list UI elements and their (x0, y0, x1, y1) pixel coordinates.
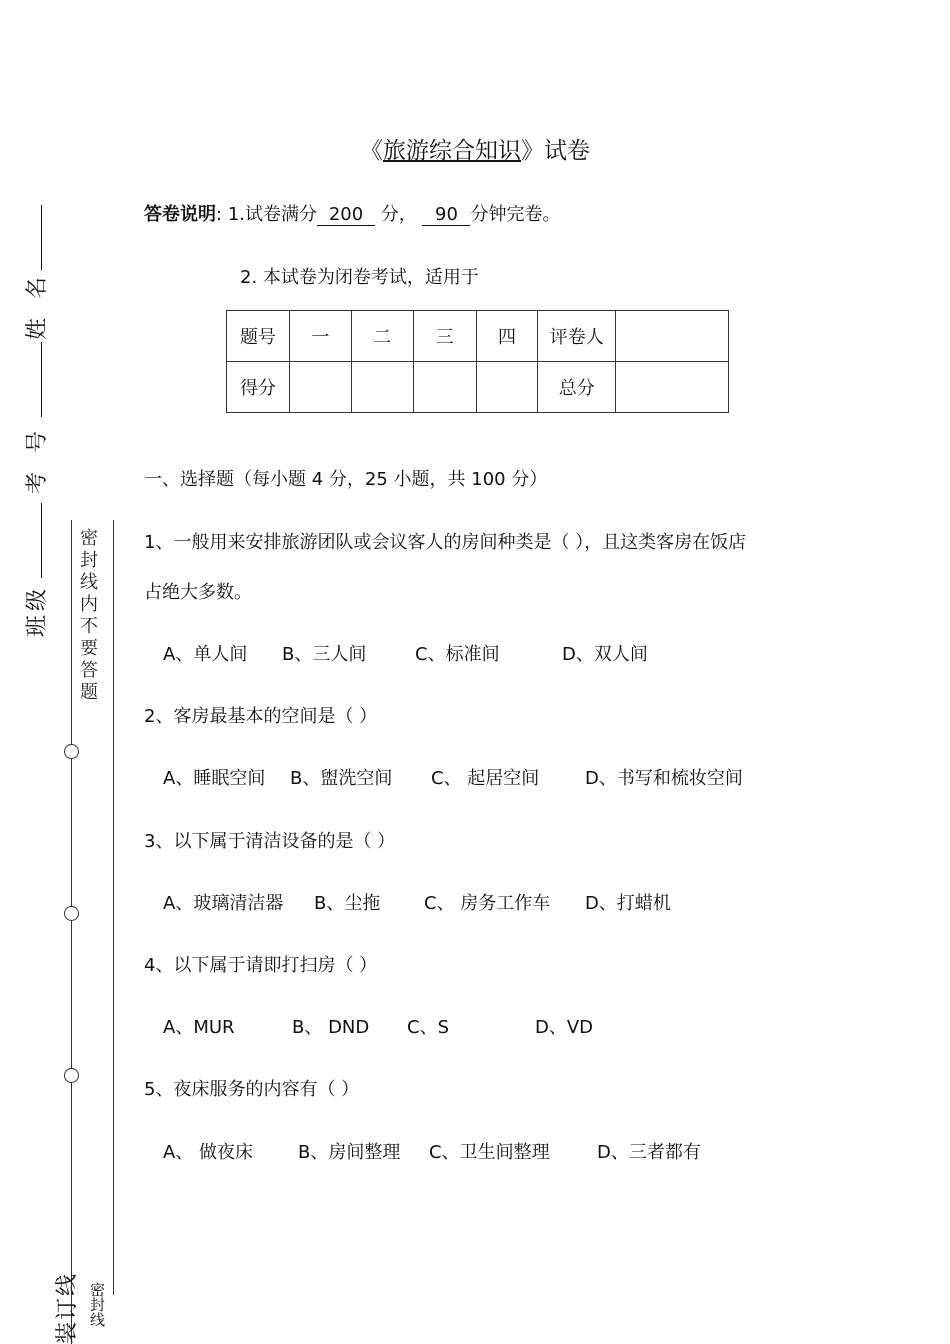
binding-hole-circle (64, 1068, 79, 1083)
cell-part-2: 二 (351, 311, 413, 362)
title-prefix: 《 (360, 138, 383, 164)
binding-label: 装订线 (55, 1271, 80, 1344)
q2-option-a[interactable]: A、睡眠空间 (163, 768, 266, 789)
q5-option-d[interactable]: D、三者都有 (597, 1142, 701, 1163)
instructions-line-2: 2. 本试卷为闭卷考试，适用于 (240, 267, 479, 288)
instr-text-c: 分钟完卷。 (470, 204, 561, 225)
cell-total-blank[interactable] (616, 362, 729, 413)
q5-option-a[interactable]: A、 做夜床 (163, 1142, 254, 1163)
q1-option-c[interactable]: C、标准间 (415, 644, 500, 665)
instructions-colon: : (216, 204, 223, 225)
binding-hole-circle (64, 906, 79, 921)
q3-option-c[interactable]: C、 房务工作车 (424, 893, 551, 914)
instr-text-b: 分， (380, 204, 417, 225)
question-1-stem-cont: 占绝大多数。 (144, 582, 252, 603)
q1-option-d[interactable]: D、双人间 (562, 644, 648, 665)
q4-option-b[interactable]: B、 DND (292, 1017, 370, 1038)
cell-part-1: 一 (289, 311, 351, 362)
score-table-score-row (227, 362, 729, 413)
question-2-stem: 2、客房最基本的空间是（ ） (144, 706, 378, 727)
cell-part-4: 四 (476, 311, 538, 362)
cell-score-4[interactable] (476, 362, 538, 413)
q3-option-d[interactable]: D、打蜡机 (585, 893, 671, 914)
seal-label: 密封线 (88, 1282, 106, 1327)
q2-option-b[interactable]: B、盥洗空间 (290, 768, 393, 789)
q4-option-a[interactable]: A、MUR (163, 1017, 235, 1038)
cell-score-2[interactable] (351, 362, 413, 413)
q1-option-a[interactable]: A、单人间 (163, 644, 248, 665)
question-3-stem: 3、以下属于清洁设备的是（ ） (144, 831, 396, 852)
binding-hole-circle (64, 744, 79, 759)
cell-question-no-label: 题号 (227, 311, 290, 362)
cell-grader-blank[interactable] (616, 311, 729, 362)
course-name: 旅游综合知识 (383, 138, 521, 164)
question-5-stem: 5、夜床服务的内容有（ ） (144, 1079, 360, 1100)
q3-option-a[interactable]: A、玻璃清洁器 (163, 893, 284, 914)
section-heading: 一、选择题（每小题 4 分，25 小题，共 100 分） (144, 469, 548, 490)
class-blank-line[interactable] (41, 503, 42, 578)
score-table (226, 310, 729, 413)
q4-option-c[interactable]: C、S (407, 1017, 449, 1038)
instructions-line-1 (144, 200, 560, 226)
q1-option-b[interactable]: B、三人间 (282, 644, 367, 665)
q2-option-c[interactable]: C、 起居空间 (431, 768, 540, 789)
question-1-stem: 1、一般用来安排旅游团队或会议客人的房间种类是（ ），且这类客房在饭店 (144, 532, 747, 553)
q3-option-b[interactable]: B、尘拖 (314, 893, 381, 914)
full-score-value: 200 (317, 204, 375, 226)
cell-grader-label: 评卷人 (538, 311, 616, 362)
cell-score-label: 得分 (227, 362, 290, 413)
q5-option-b[interactable]: B、房间整理 (298, 1142, 401, 1163)
score-table-header-row (227, 311, 729, 362)
question-4-stem: 4、以下属于请即打扫房（ ） (144, 955, 378, 976)
instructions-label: 答卷说明 (144, 204, 216, 225)
exam-no-blank-line[interactable] (41, 342, 42, 417)
cell-score-3[interactable] (413, 362, 476, 413)
q5-option-c[interactable]: C、卫生间整理 (429, 1142, 550, 1163)
class-label: 班级 (25, 584, 50, 637)
q2-option-d[interactable]: D、书写和梳妆空间 (585, 768, 743, 789)
name-blank-line[interactable] (41, 205, 42, 270)
instr-text-a: 1.试卷满分 (227, 204, 317, 225)
cell-score-1[interactable] (289, 362, 351, 413)
q4-option-d[interactable]: D、VD (535, 1017, 594, 1038)
exam-no-label: 考 号 (25, 425, 50, 494)
duration-value: 90 (422, 204, 470, 226)
cell-total-label: 总分 (538, 362, 616, 413)
exam-title (0, 132, 950, 165)
no-answer-notice: 密封线内不要答题 (77, 528, 98, 704)
name-label: 姓 名 (25, 271, 50, 340)
title-suffix: 》试卷 (521, 138, 590, 164)
cell-part-3: 三 (413, 311, 476, 362)
seal-line (113, 520, 114, 1295)
binding-line (71, 520, 72, 1344)
